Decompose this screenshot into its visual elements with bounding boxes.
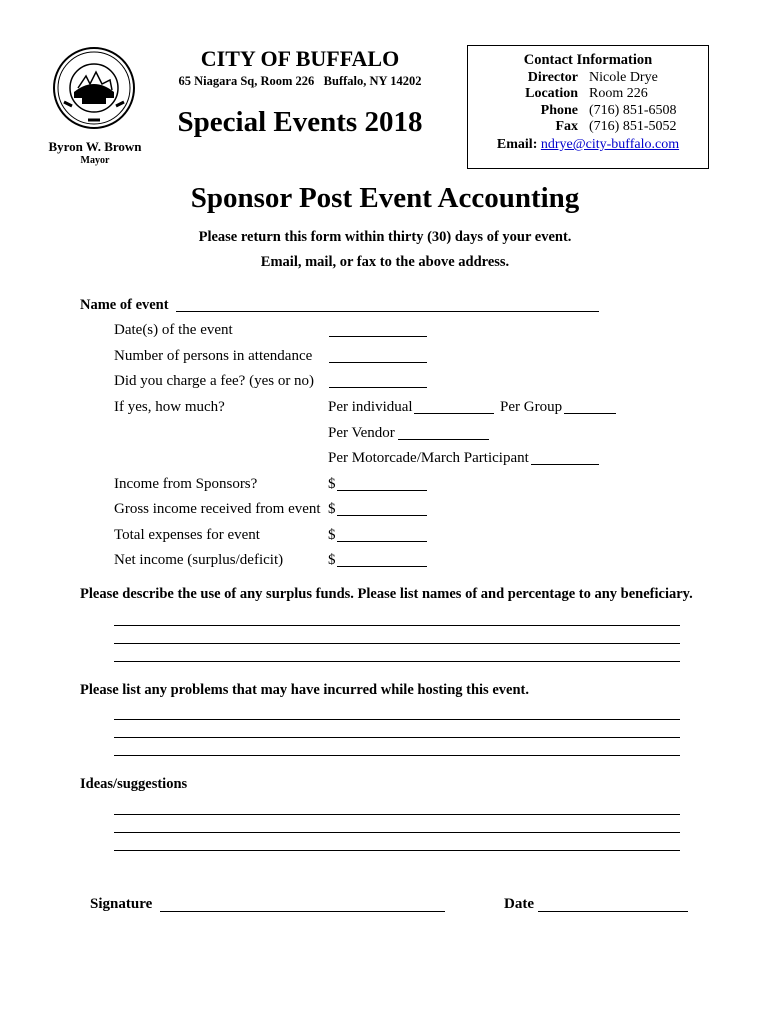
expenses-label: Total expenses for event bbox=[114, 527, 260, 543]
director-label: Director bbox=[527, 70, 578, 85]
problems-answer-line[interactable] bbox=[114, 719, 680, 720]
gross-dollar: $ bbox=[328, 501, 336, 517]
sponsors-field[interactable] bbox=[337, 490, 427, 491]
gross-field[interactable] bbox=[337, 515, 427, 516]
surplus-answer-line[interactable] bbox=[114, 625, 680, 626]
per-group-label: Per Group bbox=[500, 399, 563, 415]
contact-director-row bbox=[468, 70, 708, 86]
per-vendor-field[interactable] bbox=[398, 439, 489, 440]
name-of-event-field[interactable] bbox=[176, 311, 599, 312]
date-field[interactable] bbox=[538, 911, 688, 912]
problems-answer-line[interactable] bbox=[114, 755, 680, 756]
gross-label: Gross income received from event bbox=[114, 501, 321, 517]
surplus-question: Please describe the use of any surplus funds. Please list names of and percentage to any beneficiary. bbox=[80, 586, 693, 602]
instruction-send: Email, mail, or fax to the above address. bbox=[260, 254, 510, 270]
surplus-answer-line[interactable] bbox=[114, 643, 680, 644]
net-label: Net income (surplus/deficit) bbox=[114, 552, 284, 568]
problems-answer-line[interactable] bbox=[114, 737, 680, 738]
phone-value: (716) 851-6508 bbox=[589, 103, 677, 118]
per-motorcade-field[interactable] bbox=[531, 464, 599, 465]
location-label: Location bbox=[525, 86, 578, 101]
per-vendor-label: Per Vendor bbox=[328, 425, 395, 441]
contact-phone-row bbox=[468, 103, 708, 119]
mayor-name: Byron W. Brown bbox=[48, 139, 142, 154]
persons-label: Number of persons in attendance bbox=[114, 348, 313, 364]
per-individual-label: Per individual bbox=[328, 399, 413, 415]
expenses-field[interactable] bbox=[337, 541, 427, 542]
net-field[interactable] bbox=[337, 566, 427, 567]
how-much-label: If yes, how much? bbox=[114, 399, 225, 415]
contact-email-row bbox=[468, 137, 708, 153]
mayor-title: Mayor bbox=[80, 155, 110, 166]
director-value: Nicole Drye bbox=[589, 70, 658, 85]
ideas-answer-line[interactable] bbox=[114, 832, 680, 833]
city-address: 65 Niagara Sq, Room 226 Buffalo, NY 14202 bbox=[178, 74, 422, 88]
per-motorcade-label: Per Motorcade/March Participant bbox=[328, 450, 529, 466]
name-of-event-label: Name of event bbox=[80, 297, 169, 313]
signature-label: Signature bbox=[90, 896, 153, 912]
contact-fax-row bbox=[468, 119, 708, 135]
fax-value: (716) 851-5052 bbox=[589, 119, 677, 134]
ideas-label: Ideas/suggestions bbox=[80, 776, 188, 792]
email-label: Email: bbox=[496, 137, 538, 152]
fee-label: Did you charge a fee? (yes or no) bbox=[114, 373, 315, 389]
surplus-answer-line[interactable] bbox=[114, 661, 680, 662]
city-seal-logo bbox=[52, 46, 136, 130]
signature-field[interactable] bbox=[160, 911, 445, 912]
persons-field[interactable] bbox=[329, 362, 427, 363]
instruction-return: Please return this form within thirty (30) days of your event. bbox=[198, 229, 572, 245]
city-name: CITY OF BUFFALO bbox=[200, 46, 400, 71]
problems-question: Please list any problems that may have incurred while hosting this event. bbox=[80, 682, 529, 698]
expenses-dollar: $ bbox=[328, 527, 336, 543]
fax-label: Fax bbox=[555, 119, 578, 134]
ideas-answer-line[interactable] bbox=[114, 850, 680, 851]
dates-label: Date(s) of the event bbox=[114, 322, 233, 338]
ideas-answer-line[interactable] bbox=[114, 814, 680, 815]
contact-location-row bbox=[468, 86, 708, 102]
per-group-field[interactable] bbox=[564, 413, 616, 414]
email-link[interactable]: ndrye@city-buffalo.com bbox=[540, 137, 680, 152]
program-title: Special Events 2018 bbox=[177, 106, 423, 138]
phone-label: Phone bbox=[540, 103, 578, 118]
contact-information-box bbox=[467, 45, 709, 169]
fee-field[interactable] bbox=[329, 387, 427, 388]
dates-field[interactable] bbox=[329, 336, 427, 337]
sponsors-label: Income from Sponsors? bbox=[114, 476, 258, 492]
form-title: Sponsor Post Event Accounting bbox=[190, 182, 580, 214]
date-label: Date bbox=[504, 896, 534, 912]
sponsors-dollar: $ bbox=[328, 476, 336, 492]
per-individual-field[interactable] bbox=[414, 413, 494, 414]
contact-title: Contact Information bbox=[523, 52, 653, 68]
net-dollar: $ bbox=[328, 552, 336, 568]
location-value: Room 226 bbox=[589, 86, 648, 101]
